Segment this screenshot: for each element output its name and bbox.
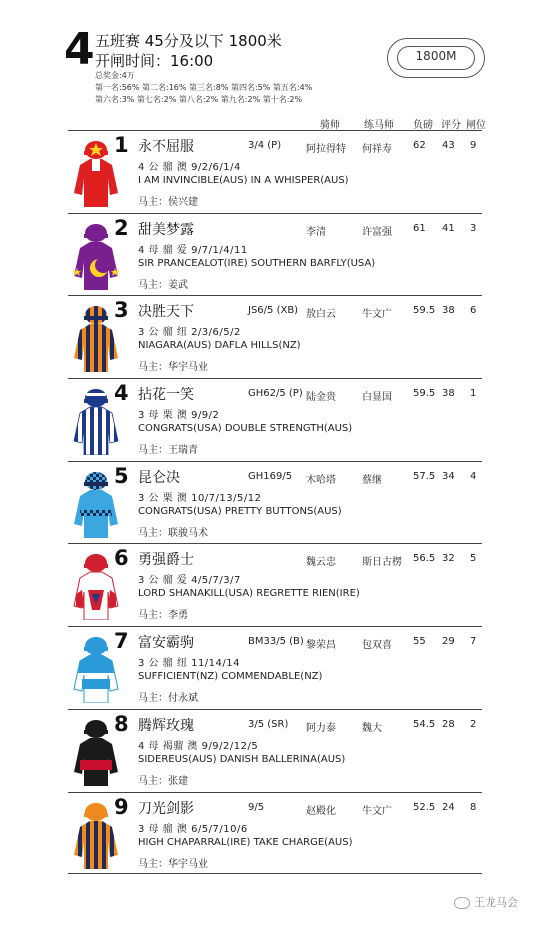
weight: 52.5 — [413, 801, 436, 813]
horse-number: 1 — [114, 133, 129, 157]
horse-pedigree: NIAGARA(AUS) DAFLA HILLS(NZ) — [138, 340, 301, 352]
track-diagram — [387, 38, 485, 78]
prize-line: 第一名:56% 第二名:16% 第三名:8% 第四名:5% 第五名:4% — [95, 83, 313, 92]
horse-row[interactable] — [68, 378, 482, 461]
weight: 62 — [413, 140, 426, 151]
horse-info: 3 公 栗 澳 10/7/13/5/12 — [138, 492, 262, 504]
horse-pedigree: CONGRATS(USA) PRETTY BUTTONS(AUS) — [138, 505, 342, 517]
score: 38 — [442, 305, 455, 317]
horse-owner: 马主：联骏马术 — [138, 527, 208, 539]
gate: 7 — [470, 636, 477, 648]
horse-name: 腾辉玫瑰 — [138, 717, 194, 734]
score: 43 — [442, 140, 455, 151]
col-weight: 负磅 — [413, 120, 433, 131]
horse-pedigree: I AM INVINCIBLE(AUS) IN A WHISPER(AUS) — [138, 175, 349, 186]
race-start-time: 开闸时间：16:00 — [95, 52, 214, 70]
col-trainer: 练马师 — [364, 120, 394, 131]
horse-owner: 马主：李勇 — [138, 610, 188, 622]
jockey-name: 阿拉得特 — [306, 144, 346, 155]
horse-number: 8 — [114, 711, 129, 736]
prize-total: 总奖金:4万 — [95, 71, 135, 80]
horse-row[interactable] — [68, 626, 482, 709]
horse-rating: 3/5 (SR) — [248, 718, 289, 730]
score: 28 — [442, 718, 455, 730]
trainer-name: 牛文广 — [362, 309, 392, 321]
gate: 8 — [470, 801, 477, 813]
weight: 59.5 — [413, 305, 436, 317]
horse-list — [68, 130, 482, 874]
horse-info: 3 公 骝 爱 4/5/7/3/7 — [138, 575, 241, 587]
score: 34 — [442, 470, 455, 482]
trainer-name: 牛文广 — [362, 805, 392, 817]
race-number: 4 — [64, 24, 95, 75]
horse-number: 4 — [114, 381, 129, 406]
horse-number: 2 — [114, 215, 129, 240]
prize-info — [95, 70, 312, 106]
prize-line: 第六名:3% 第七名:2% 第八名:2% 第九名:2% 第十名:2% — [95, 95, 303, 104]
horse-number: 7 — [114, 629, 129, 654]
horse-pedigree: LORD SHANAKILL(USA) REGRETTE RIEN(IRE) — [138, 588, 360, 600]
horse-owner: 马主：张建 — [138, 775, 188, 787]
horse-rating: 3/4 (P) — [248, 140, 282, 151]
score: 24 — [442, 801, 455, 813]
watermark-text: 王龙马会 — [474, 896, 518, 909]
weight: 56.5 — [413, 553, 436, 565]
horse-info: 4 公 骝 澳 9/2/6/1/4 — [138, 162, 241, 173]
horse-name: 甜美梦露 — [138, 221, 194, 238]
horse-number: 3 — [114, 298, 129, 323]
horse-row[interactable] — [68, 461, 482, 544]
jockey-name: 阿力泰 — [306, 722, 336, 734]
jockey-name: 敖白云 — [306, 309, 336, 321]
horse-rating: JS6/5 (XB) — [248, 305, 299, 317]
jockey-name: 李清 — [306, 226, 326, 238]
col-score: 评分 — [441, 120, 461, 131]
horse-name: 刀光剑影 — [138, 800, 194, 817]
horse-pedigree: SIDEREUS(AUS) DANISH BALLERINA(AUS) — [138, 753, 346, 765]
col-jockey: 骑师 — [320, 120, 340, 131]
horse-rating: GH169/5 — [248, 470, 293, 482]
horse-owner: 马主：侯兴建 — [138, 197, 198, 208]
horse-name: 昆仑决 — [138, 469, 180, 486]
trainer-name: 许富强 — [362, 226, 392, 238]
horse-rating: GH62/5 (P) — [248, 388, 303, 400]
horse-name: 拈花一笑 — [138, 387, 194, 404]
horse-pedigree: CONGRATS(USA) DOUBLE STRENGTH(AUS) — [138, 423, 353, 435]
horse-info: 3 公 骝 纽 11/14/14 — [138, 658, 240, 670]
weight: 61 — [413, 222, 426, 234]
jockey-name: 陆金贵 — [306, 392, 336, 404]
watermark — [454, 894, 518, 910]
weight: 57.5 — [413, 470, 436, 482]
horse-pedigree: SUFFICIENT(NZ) COMMENDABLE(NZ) — [138, 671, 323, 683]
horse-owner: 马主：姜武 — [138, 279, 188, 291]
score: 38 — [442, 388, 455, 400]
horse-name: 富安霸驹 — [138, 635, 194, 652]
horse-info: 3 公 骝 纽 2/3/6/5/2 — [138, 327, 241, 339]
race-title: 五班赛 45分及以下 1800米 — [95, 32, 282, 50]
horse-info: 4 母 骝 爱 9/7/1/4/11 — [138, 244, 248, 256]
gate: 5 — [470, 553, 477, 565]
horse-row[interactable] — [68, 543, 482, 626]
chat-icon — [454, 897, 470, 909]
gate: 3 — [470, 222, 477, 234]
score: 29 — [442, 636, 455, 648]
trainer-name: 何祥寿 — [362, 144, 392, 155]
horse-rating: BM33/5 (B) — [248, 636, 304, 648]
trainer-name: 斯日古楞 — [362, 557, 402, 569]
horse-owner: 马主：付永斌 — [138, 693, 198, 705]
jockey-name: 木哈塔 — [306, 474, 336, 486]
jockey-name: 赵殿化 — [306, 805, 336, 817]
horse-name: 勇强爵士 — [138, 552, 194, 569]
gate: 1 — [470, 388, 477, 400]
score: 32 — [442, 553, 455, 565]
horse-info: 4 母 褐骝 澳 9/9/2/12/5 — [138, 740, 259, 752]
jockey-name: 魏云忠 — [306, 557, 336, 569]
gate: 2 — [470, 718, 477, 730]
column-headers — [0, 116, 550, 130]
trainer-name: 白显国 — [362, 392, 392, 404]
gate: 6 — [470, 305, 477, 317]
col-gate: 闸位 — [466, 120, 486, 131]
horse-row[interactable] — [68, 130, 482, 213]
horse-number: 9 — [114, 794, 129, 819]
horse-owner: 马主：华宇马业 — [138, 858, 208, 870]
horse-rating: 9/5 — [248, 801, 265, 813]
horse-owner: 马主：华宇马业 — [138, 362, 208, 374]
horse-row[interactable] — [68, 213, 482, 296]
horse-pedigree: SIR PRANCEALOT(IRE) SOUTHERN BARFLY(USA) — [138, 257, 376, 269]
horse-name: 决胜天下 — [138, 304, 194, 321]
horse-info: 3 母 骝 澳 6/5/7/10/6 — [138, 823, 248, 835]
horse-number: 6 — [114, 546, 129, 571]
horse-number: 5 — [114, 463, 129, 488]
weight: 59.5 — [413, 388, 436, 400]
gate: 4 — [470, 470, 477, 482]
horse-info: 3 母 栗 澳 9/9/2 — [138, 410, 220, 422]
horse-row[interactable] — [68, 792, 482, 875]
horse-pedigree: HIGH CHAPARRAL(IRE) TAKE CHARGE(AUS) — [138, 836, 353, 848]
weight: 54.5 — [413, 718, 436, 730]
horse-row[interactable] — [68, 709, 482, 792]
horse-owner: 马主：王瑞青 — [138, 445, 198, 457]
horse-row[interactable] — [68, 295, 482, 378]
horse-name: 永不屈服 — [138, 139, 194, 155]
trainer-name: 魏大 — [362, 722, 382, 734]
track-distance-label: 1800M — [415, 49, 457, 63]
trainer-name: 包双喜 — [362, 640, 392, 652]
gate: 9 — [470, 140, 477, 151]
weight: 55 — [413, 636, 426, 648]
jockey-name: 黎荣昌 — [306, 640, 336, 652]
score: 41 — [442, 222, 455, 234]
trainer-name: 蔡继 — [362, 474, 382, 486]
race-header — [0, 0, 550, 130]
